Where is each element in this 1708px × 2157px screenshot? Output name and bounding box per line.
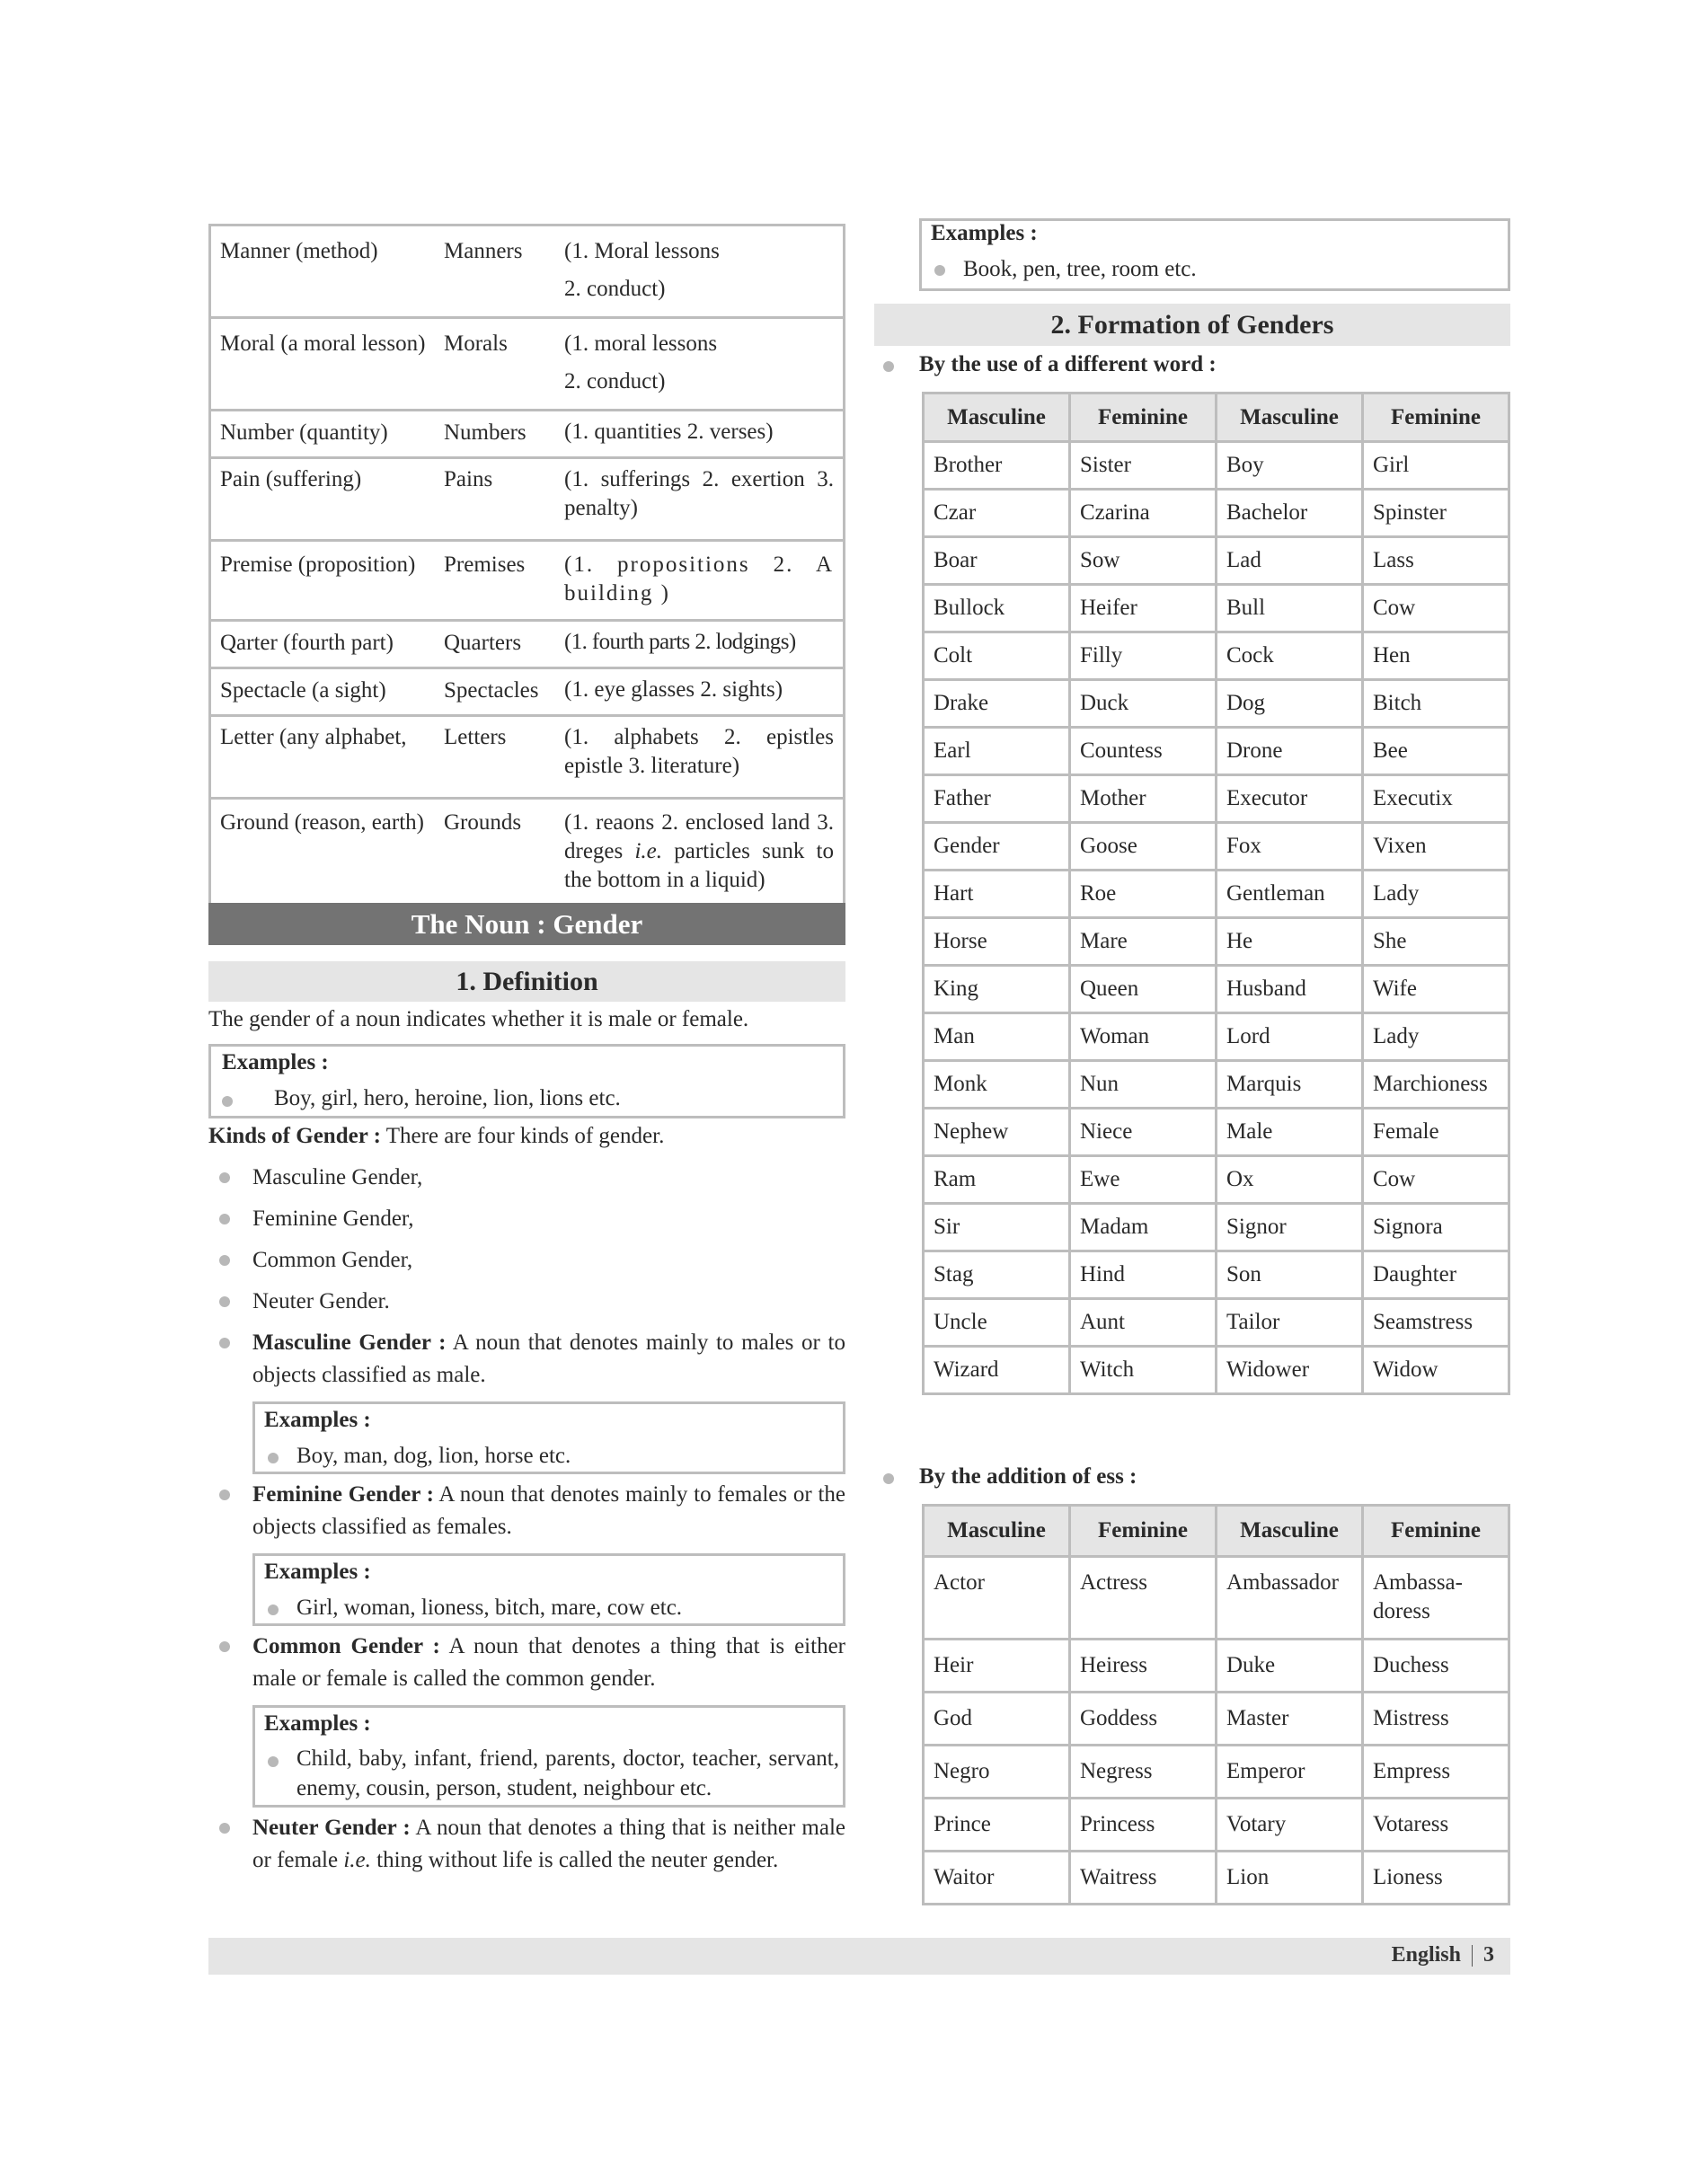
table-header-row bbox=[924, 1506, 1509, 1557]
table-cell: Widow bbox=[1363, 1347, 1509, 1394]
kind-label: Masculine Gender, bbox=[252, 1165, 423, 1189]
table-cell: Goddess bbox=[1070, 1693, 1217, 1746]
plural-cell: Spectacles bbox=[440, 668, 555, 716]
table-cell: Heiress bbox=[1070, 1640, 1217, 1693]
table-cell: Signor bbox=[1217, 1204, 1363, 1251]
table-row bbox=[924, 1852, 1509, 1905]
table-row bbox=[924, 775, 1509, 823]
column-header: Masculine bbox=[1217, 1506, 1363, 1557]
kinds-text: There are four kinds of gender. bbox=[380, 1124, 665, 1148]
table-row bbox=[210, 621, 845, 668]
table-cell: Ewe bbox=[1070, 1156, 1217, 1204]
meaning-italic: i.e. bbox=[634, 839, 663, 863]
examples-title: Examples : bbox=[264, 1560, 371, 1584]
table-row bbox=[210, 411, 845, 458]
table-cell: Heifer bbox=[1070, 585, 1217, 632]
table-cell: Man bbox=[924, 1013, 1070, 1061]
table-cell: Votary bbox=[1217, 1799, 1363, 1852]
meaning-line: (1. Moral lessons bbox=[564, 239, 720, 263]
table-row bbox=[210, 225, 845, 318]
table-cell: Son bbox=[1217, 1251, 1363, 1299]
bullet-icon bbox=[219, 1172, 230, 1183]
table-cell: Ambassa-doress bbox=[1363, 1557, 1509, 1640]
table-cell: Mother bbox=[1070, 775, 1217, 823]
meaning-line: 2. conduct) bbox=[564, 277, 666, 301]
bullet-icon bbox=[219, 1823, 230, 1834]
column-header: Feminine bbox=[1363, 1506, 1509, 1557]
table-cell: Ram bbox=[924, 1156, 1070, 1204]
table-cell: Marchioness bbox=[1363, 1061, 1509, 1109]
meaning-cell bbox=[555, 799, 845, 906]
bullet-icon bbox=[222, 1096, 233, 1107]
example-item: Child, baby, infant, friend, parents, doctor, teacher, servant, enemy, cousin, person, student, neighbour etc. bbox=[296, 1746, 839, 1800]
meaning-cell: (1. fourth parts 2. lodgings) bbox=[555, 621, 845, 668]
table-cell: Vixen bbox=[1363, 823, 1509, 871]
footer-label bbox=[1392, 1943, 1494, 1967]
table-cell: Master bbox=[1217, 1693, 1363, 1746]
definition-examples-box bbox=[208, 1044, 845, 1118]
term-text: thing without life is called the neuter gender. bbox=[370, 1848, 779, 1872]
table-cell: Drone bbox=[1217, 728, 1363, 775]
table-cell: Drake bbox=[924, 680, 1070, 728]
table-cell: She bbox=[1363, 918, 1509, 966]
table-cell: Waitress bbox=[1070, 1852, 1217, 1905]
bullet-icon bbox=[219, 1490, 230, 1500]
term-text: A noun that denotes mainly to males or to objects classified as male. bbox=[252, 1330, 845, 1387]
table-row bbox=[924, 1156, 1509, 1204]
table-row bbox=[924, 442, 1509, 490]
table-cell: Brother bbox=[924, 442, 1070, 490]
definition-heading: 1. Definition bbox=[208, 961, 845, 1002]
plural-cell: Numbers bbox=[440, 411, 555, 458]
column-header: Masculine bbox=[1217, 393, 1363, 442]
table-row bbox=[924, 632, 1509, 680]
table-cell: Horse bbox=[924, 918, 1070, 966]
table-cell: Hind bbox=[1070, 1251, 1217, 1299]
kinds-label: Kinds of Gender : bbox=[208, 1124, 381, 1148]
table-cell: Bitch bbox=[1363, 680, 1509, 728]
kind-label: Common Gender, bbox=[252, 1248, 413, 1272]
meaning-cell: (1. alphabets 2. epistles epistle 3. literature) bbox=[555, 716, 845, 799]
masculine-definition bbox=[252, 1327, 845, 1392]
table-header-row bbox=[924, 393, 1509, 442]
plural-cell: Premises bbox=[440, 541, 555, 621]
table-cell: Empress bbox=[1363, 1746, 1509, 1799]
table-cell: Cow bbox=[1363, 585, 1509, 632]
table-row bbox=[924, 918, 1509, 966]
table-cell: Nephew bbox=[924, 1109, 1070, 1156]
column-header: Feminine bbox=[1070, 1506, 1217, 1557]
table-cell: Fox bbox=[1217, 823, 1363, 871]
examples-title: Examples : bbox=[931, 221, 1038, 245]
table-row bbox=[924, 1061, 1509, 1109]
formation-heading: 2. Formation of Genders bbox=[874, 304, 1510, 346]
bullet-icon bbox=[219, 1214, 230, 1224]
meaning-cell: (1. sufferings 2. exertion 3. penalty) bbox=[555, 458, 845, 541]
table-cell: Roe bbox=[1070, 871, 1217, 918]
table-row bbox=[924, 490, 1509, 537]
table-row bbox=[210, 799, 845, 906]
table-row bbox=[924, 680, 1509, 728]
singular-cell: Manner (method) bbox=[210, 225, 441, 318]
table-cell: Bee bbox=[1363, 728, 1509, 775]
example-item: Boy, girl, hero, heroine, lion, lions etc. bbox=[274, 1086, 621, 1110]
table-cell: Gender bbox=[924, 823, 1070, 871]
table-cell: Mare bbox=[1070, 918, 1217, 966]
table-row bbox=[924, 1347, 1509, 1394]
table-row bbox=[924, 1746, 1509, 1799]
term-text: A noun that denotes a thing that is neither male or female bbox=[252, 1816, 845, 1872]
kinds-of-gender bbox=[208, 1120, 845, 1153]
table-cell: Lord bbox=[1217, 1013, 1363, 1061]
table-cell: Actor bbox=[924, 1557, 1070, 1640]
table-cell: Negress bbox=[1070, 1746, 1217, 1799]
singular-cell: Number (quantity) bbox=[210, 411, 441, 458]
different-word-label: By the use of a different word : bbox=[919, 352, 1217, 376]
meaning-cell: (1. propositions 2. A building ) bbox=[555, 541, 845, 621]
table-row bbox=[210, 541, 845, 621]
plural-cell: Pains bbox=[440, 458, 555, 541]
bullet-icon bbox=[883, 361, 894, 372]
table-row bbox=[924, 823, 1509, 871]
addition-ess-label: By the addition of ess : bbox=[919, 1464, 1137, 1489]
table-cell: Wizard bbox=[924, 1347, 1070, 1394]
feminine-examples-box bbox=[252, 1553, 845, 1626]
column-header: Masculine bbox=[924, 393, 1070, 442]
column-header: Feminine bbox=[1070, 393, 1217, 442]
table-cell: Lass bbox=[1363, 537, 1509, 585]
bullet-icon bbox=[219, 1255, 230, 1266]
column-header: Feminine bbox=[1363, 393, 1509, 442]
table-row bbox=[924, 1640, 1509, 1693]
table-cell: Gentleman bbox=[1217, 871, 1363, 918]
addition-ess-table bbox=[922, 1504, 1510, 1905]
table-cell: Countess bbox=[1070, 728, 1217, 775]
table-row bbox=[924, 1693, 1509, 1746]
page-footer bbox=[208, 1938, 1510, 1975]
table-cell: Sister bbox=[1070, 442, 1217, 490]
example-item: Book, pen, tree, room etc. bbox=[963, 257, 1197, 281]
term-label: Common Gender : bbox=[252, 1634, 440, 1658]
bullet-icon bbox=[219, 1338, 230, 1348]
table-cell: Ambassador bbox=[1217, 1557, 1363, 1640]
bullet-icon bbox=[268, 1756, 279, 1767]
table-cell: Queen bbox=[1070, 966, 1217, 1013]
example-item: Girl, woman, lioness, bitch, mare, cow etc. bbox=[296, 1596, 683, 1620]
table-cell: God bbox=[924, 1693, 1070, 1746]
table-cell: Boy bbox=[1217, 442, 1363, 490]
table-row bbox=[924, 1109, 1509, 1156]
different-word-table bbox=[922, 392, 1510, 1395]
table-cell: Lion bbox=[1217, 1852, 1363, 1905]
table-cell: Witch bbox=[1070, 1347, 1217, 1394]
neuter-examples-box bbox=[919, 218, 1510, 291]
table-cell: Executix bbox=[1363, 775, 1509, 823]
table-cell: Prince bbox=[924, 1799, 1070, 1852]
column-header: Masculine bbox=[924, 1506, 1070, 1557]
table-cell: Seamstress bbox=[1363, 1299, 1509, 1347]
meaning-text: (1. reaons 2. enclosed land 3. dreges bbox=[564, 810, 834, 863]
table-cell: King bbox=[924, 966, 1070, 1013]
definition-text: The gender of a noun indicates whether it is male or female. bbox=[208, 1007, 749, 1031]
meaning-cell bbox=[555, 318, 845, 411]
table-cell: Bachelor bbox=[1217, 490, 1363, 537]
meaning-cell: (1. eye glasses 2. sights) bbox=[555, 668, 845, 716]
table-row bbox=[924, 1204, 1509, 1251]
table-cell: Wife bbox=[1363, 966, 1509, 1013]
bullet-icon bbox=[268, 1453, 279, 1463]
table-cell: Sow bbox=[1070, 537, 1217, 585]
table-row bbox=[924, 1251, 1509, 1299]
table-row bbox=[924, 1799, 1509, 1852]
meaning-cell bbox=[555, 225, 845, 318]
table-row bbox=[924, 871, 1509, 918]
table-cell: Duke bbox=[1217, 1640, 1363, 1693]
table-cell: Lad bbox=[1217, 537, 1363, 585]
table-cell: He bbox=[1217, 918, 1363, 966]
singular-cell: Pain (suffering) bbox=[210, 458, 441, 541]
table-cell: Hart bbox=[924, 871, 1070, 918]
table-cell: Boar bbox=[924, 537, 1070, 585]
table-row bbox=[924, 585, 1509, 632]
masculine-examples-box bbox=[252, 1401, 845, 1474]
table-cell: Girl bbox=[1363, 442, 1509, 490]
table-cell: Votaress bbox=[1363, 1799, 1509, 1852]
table-cell: Signora bbox=[1363, 1204, 1509, 1251]
section-title-bar: The Noun : Gender bbox=[208, 903, 845, 945]
table-row bbox=[924, 1013, 1509, 1061]
table-row bbox=[924, 728, 1509, 775]
bullet-icon bbox=[219, 1641, 230, 1652]
table-cell: Uncle bbox=[924, 1299, 1070, 1347]
table-cell: Tailor bbox=[1217, 1299, 1363, 1347]
table-cell: Cow bbox=[1363, 1156, 1509, 1204]
table-row bbox=[924, 537, 1509, 585]
meaning-text: particles sunk to the bottom in a liquid) bbox=[564, 839, 835, 892]
table-cell: Duchess bbox=[1363, 1640, 1509, 1693]
bullet-icon bbox=[934, 265, 945, 276]
examples-title: Examples : bbox=[264, 1408, 371, 1432]
table-cell: Princess bbox=[1070, 1799, 1217, 1852]
table-cell: Emperor bbox=[1217, 1746, 1363, 1799]
table-row bbox=[924, 1557, 1509, 1640]
table-cell: Goose bbox=[1070, 823, 1217, 871]
footer-subject: English bbox=[1391, 1943, 1461, 1967]
table-cell: Spinster bbox=[1363, 490, 1509, 537]
feminine-definition bbox=[252, 1479, 845, 1543]
singular-cell: Letter (any alphabet, bbox=[210, 716, 441, 799]
table-cell: Woman bbox=[1070, 1013, 1217, 1061]
meaning-line: 2. conduct) bbox=[564, 369, 666, 393]
singular-cell bbox=[210, 318, 441, 411]
plural-cell: Quarters bbox=[440, 621, 555, 668]
bullet-icon bbox=[883, 1473, 894, 1484]
table-cell: Earl bbox=[924, 728, 1070, 775]
table-cell: Cock bbox=[1217, 632, 1363, 680]
table-cell: Executor bbox=[1217, 775, 1363, 823]
table-cell: Waitor bbox=[924, 1852, 1070, 1905]
plural-meaning-table bbox=[208, 224, 845, 906]
table-cell: Bullock bbox=[924, 585, 1070, 632]
table-cell: Niece bbox=[1070, 1109, 1217, 1156]
table-row bbox=[210, 716, 845, 799]
table-cell: Father bbox=[924, 775, 1070, 823]
example-item: Boy, man, dog, lion, horse etc. bbox=[296, 1444, 571, 1468]
common-definition bbox=[252, 1631, 845, 1695]
table-cell: Bull bbox=[1217, 585, 1363, 632]
examples-title: Examples : bbox=[222, 1050, 329, 1074]
bullet-icon bbox=[268, 1604, 279, 1615]
table-row bbox=[210, 318, 845, 411]
term-text: A noun that denotes mainly to females or the objects classified as females. bbox=[252, 1482, 846, 1539]
meaning-line: (1. moral lessons bbox=[564, 332, 718, 356]
table-cell: Czar bbox=[924, 490, 1070, 537]
table-row bbox=[210, 668, 845, 716]
table-cell: Duck bbox=[1070, 680, 1217, 728]
term-label: Feminine Gender : bbox=[252, 1482, 434, 1507]
page-number: 3 bbox=[1483, 1943, 1494, 1967]
term-italic: i.e. bbox=[343, 1848, 371, 1872]
term-label: Neuter Gender : bbox=[252, 1816, 411, 1840]
kind-label: Neuter Gender. bbox=[252, 1289, 390, 1313]
footer-divider bbox=[1472, 1945, 1473, 1967]
examples-title: Examples : bbox=[264, 1711, 371, 1736]
singular-cell: Qarter (fourth part) bbox=[210, 621, 441, 668]
table-cell: Husband bbox=[1217, 966, 1363, 1013]
neuter-definition bbox=[252, 1812, 845, 1877]
table-cell: Negro bbox=[924, 1746, 1070, 1799]
table-cell: Lady bbox=[1363, 871, 1509, 918]
table-cell: Mistress bbox=[1363, 1693, 1509, 1746]
plural-cell: Grounds bbox=[440, 799, 555, 906]
table-cell: Aunt bbox=[1070, 1299, 1217, 1347]
singular-cell: Ground (reason, earth) bbox=[210, 799, 441, 906]
table-row bbox=[924, 966, 1509, 1013]
table-cell: Madam bbox=[1070, 1204, 1217, 1251]
table-cell: Colt bbox=[924, 632, 1070, 680]
table-cell: Dog bbox=[1217, 680, 1363, 728]
table-cell: Lioness bbox=[1363, 1852, 1509, 1905]
table-cell: Nun bbox=[1070, 1061, 1217, 1109]
table-cell: Actress bbox=[1070, 1557, 1217, 1640]
bullet-icon bbox=[219, 1296, 230, 1307]
table-cell: Monk bbox=[924, 1061, 1070, 1109]
plural-cell: Manners bbox=[440, 225, 555, 318]
table-cell: Widower bbox=[1217, 1347, 1363, 1394]
table-cell: Lady bbox=[1363, 1013, 1509, 1061]
singular-cell: Spectacle (a sight) bbox=[210, 668, 441, 716]
kind-label: Feminine Gender, bbox=[252, 1207, 414, 1231]
singular-cell: Premise (proposition) bbox=[210, 541, 441, 621]
table-cell: Female bbox=[1363, 1109, 1509, 1156]
term-label: Masculine Gender : bbox=[252, 1330, 447, 1355]
plural-cell: Letters bbox=[440, 716, 555, 799]
table-cell: Sir bbox=[924, 1204, 1070, 1251]
table-cell: Ox bbox=[1217, 1156, 1363, 1204]
common-examples-box bbox=[252, 1705, 845, 1808]
term-text: A noun that denotes a thing that is either male or female is called the common gender. bbox=[252, 1634, 845, 1691]
table-cell: Marquis bbox=[1217, 1061, 1363, 1109]
table-cell: Male bbox=[1217, 1109, 1363, 1156]
table-cell: Daughter bbox=[1363, 1251, 1509, 1299]
table-cell: Stag bbox=[924, 1251, 1070, 1299]
table-row bbox=[924, 1299, 1509, 1347]
singular-text: Moral (a moral lesson) bbox=[220, 332, 426, 356]
meaning-cell: (1. quantities 2. verses) bbox=[555, 411, 845, 458]
plural-cell: Morals bbox=[440, 318, 555, 411]
table-cell: Heir bbox=[924, 1640, 1070, 1693]
table-cell: Czarina bbox=[1070, 490, 1217, 537]
table-cell: Filly bbox=[1070, 632, 1217, 680]
table-cell: Hen bbox=[1363, 632, 1509, 680]
table-row bbox=[210, 458, 845, 541]
